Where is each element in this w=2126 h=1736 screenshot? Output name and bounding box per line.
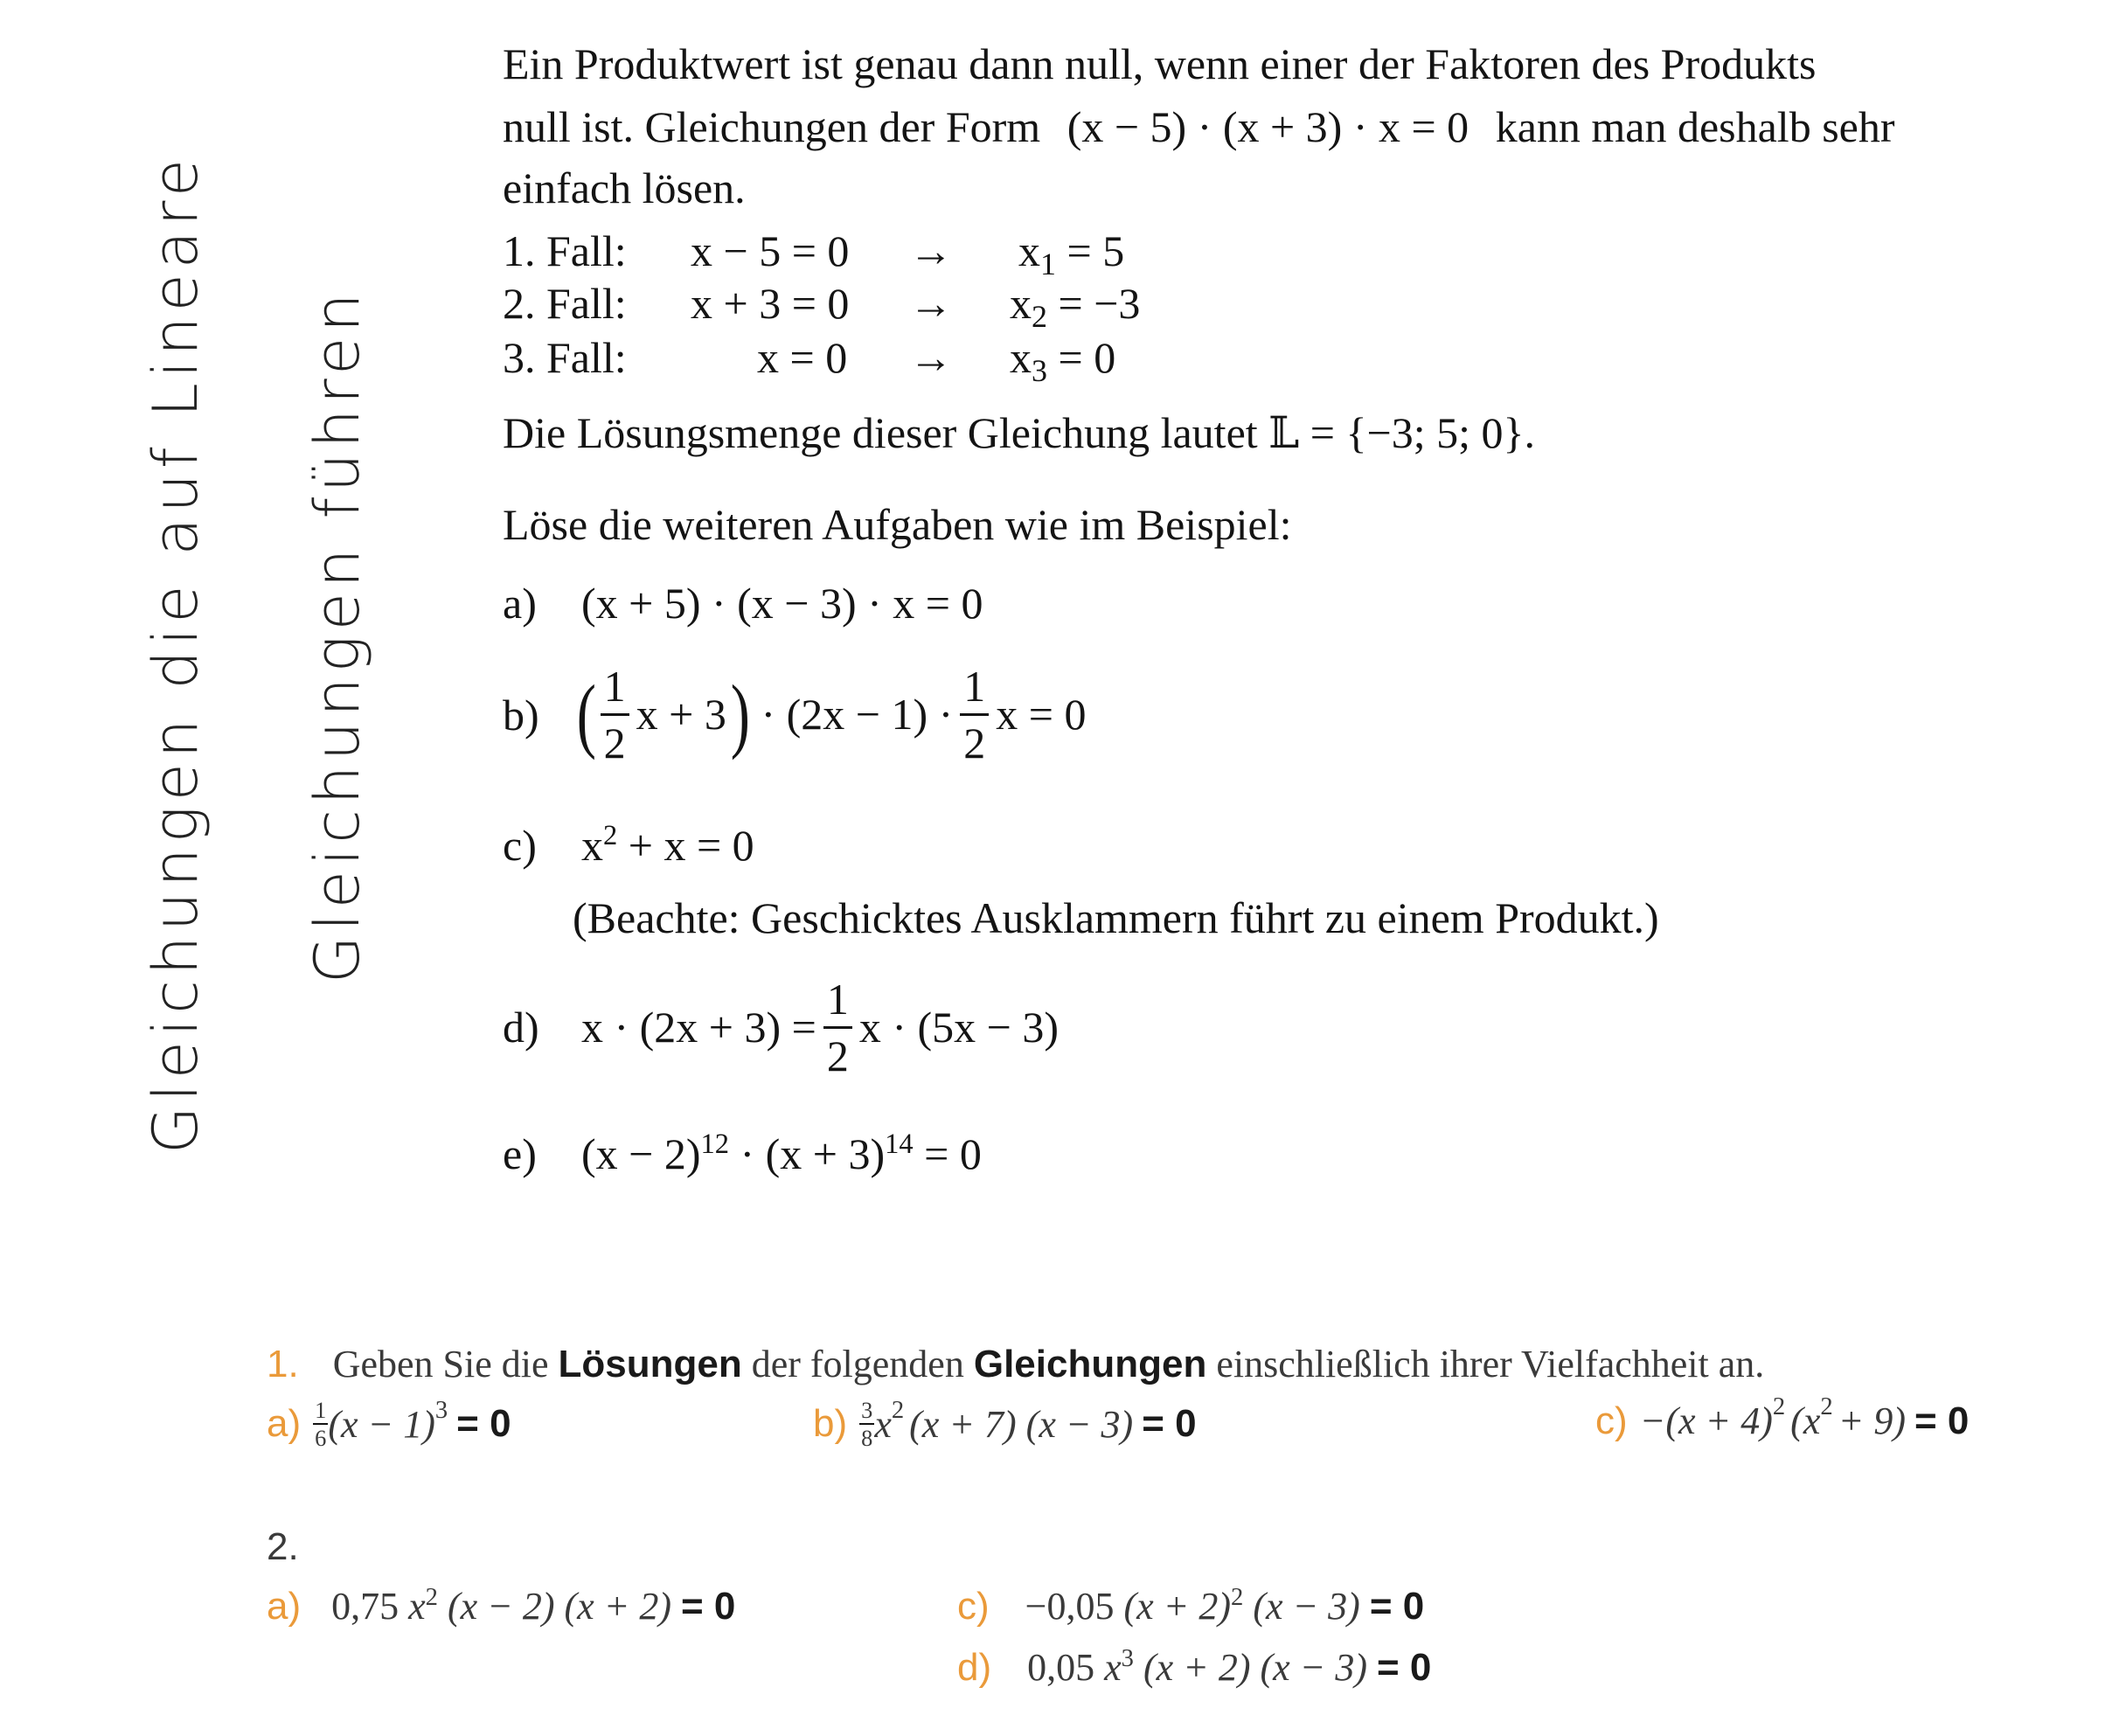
exercise-1c-end: = 0 [1914, 1399, 1970, 1442]
exercise-1b-fraction [859, 1399, 874, 1450]
task-c-exponent: 2 [603, 820, 618, 852]
case-result-sub: 1 [1040, 247, 1056, 282]
exercise-1a-label: a) [267, 1402, 302, 1446]
exercise-1b-body: x [874, 1402, 892, 1446]
exercise-1-text: Geben Sie die [332, 1343, 549, 1385]
exercise-1a-exponent: 3 [434, 1396, 448, 1424]
exercise-1b-rest: (x + 7) (x − 3) [909, 1402, 1134, 1446]
task-d-label: d) [503, 1003, 539, 1052]
exercise-2c-exponent: 2 [1231, 1584, 1244, 1612]
task-c-label: c) [503, 821, 537, 870]
task-b-close-paren: ) [730, 667, 750, 760]
exercise-1b-denominator: 8 [861, 1425, 873, 1452]
solution-set: Die Lösungsmenge dieser Gleichung lautet 𝕃 = {−3; 5; 0}. [503, 408, 1535, 457]
handwritten-note-column-2: Gleichungen führen [302, 288, 373, 983]
exercise-2d-end: = 0 [1377, 1646, 1432, 1689]
exercise-1c-exponent: 2 [1772, 1392, 1786, 1420]
exercise-1c [1595, 1392, 1970, 1443]
exercise-1-number: 1. [267, 1343, 299, 1385]
task-e-factor-2: · (x + 3) [740, 1129, 886, 1178]
task-b-equation [573, 657, 1087, 771]
exercise-2a [267, 1584, 735, 1628]
case-row-3 [503, 332, 627, 383]
task-b-inner: x + 3 [636, 690, 726, 739]
task-e-label: e) [503, 1129, 537, 1178]
case-label: 3. Fall: [503, 333, 627, 382]
case-result [1010, 278, 1141, 335]
exercise-1a-body: (x − 1) [328, 1402, 435, 1446]
intro-line-1: Ein Produktwert ist genau dann null, wenn einer der Faktoren des Produkts [503, 39, 1817, 88]
case-result-var: x [1010, 279, 1032, 328]
case-result [1018, 226, 1125, 282]
exercise-2a-coefficient: 0,75 [331, 1585, 399, 1628]
exercise-2c-body: (x + 2) [1123, 1585, 1232, 1628]
exercise-2c-coefficient: −0,05 [1025, 1585, 1115, 1628]
task-e-exponent-2: 14 [885, 1128, 914, 1161]
case-equation: x = 0 [757, 333, 848, 382]
exercise-2c-rest: (x − 3) [1253, 1585, 1360, 1628]
task-d-denominator: 2 [826, 1031, 849, 1080]
exercise-2a-label: a) [267, 1585, 302, 1628]
task-b-label: b) [503, 691, 539, 740]
task-e-exponent-1: 12 [700, 1128, 729, 1161]
task-b-denominator-2: 2 [963, 718, 986, 767]
task-e-equation [581, 1128, 982, 1178]
task-b-open-paren: ( [576, 667, 596, 760]
task-d-left: x · (2x + 3) = [581, 1003, 816, 1052]
case-equation: x + 3 = 0 [691, 279, 850, 328]
case-result-sub: 3 [1032, 353, 1047, 389]
exercise-2a-body: x [408, 1585, 426, 1628]
exercise-1c-exponent-2: 2 [1820, 1392, 1833, 1420]
task-d-right: x · (5x − 3) [858, 1003, 1060, 1052]
exercise-1-keyword: Lösungen [558, 1343, 742, 1385]
arrow-icon: → [909, 333, 953, 382]
case-row-1 [503, 226, 627, 276]
exercise-1a-end: = 0 [456, 1402, 511, 1446]
case-result-sub: 2 [1032, 299, 1047, 335]
instruction: Löse die weiteren Aufgaben wie im Beispiel: [503, 500, 1292, 549]
exercise-1a-fraction [313, 1399, 328, 1450]
intro-line-3: einfach lösen. [503, 163, 746, 212]
case-result [1010, 332, 1116, 389]
task-c-rest: + x = 0 [628, 821, 754, 870]
intro-line-2-start: null ist. Gleichungen der Form [503, 102, 1041, 151]
exercise-2a-exponent: 2 [425, 1584, 438, 1612]
exercise-1c-mid: (x [1790, 1399, 1821, 1442]
exercise-2d-rest: (x + 2) (x − 3) [1143, 1646, 1368, 1689]
task-b-middle: · (2x − 1) · [761, 690, 954, 739]
case-result-value: = −3 [1058, 279, 1141, 328]
exercise-2c [957, 1584, 1424, 1628]
handwritten-note-column-1: Gleichungen die auf Lineare [140, 154, 212, 1154]
task-c-base: x [581, 821, 603, 870]
exercise-1b-label: b) [813, 1402, 848, 1446]
case-label: 1. Fall: [503, 226, 627, 275]
task-d-fraction [823, 974, 852, 1080]
exercise-2c-end: = 0 [1369, 1585, 1425, 1628]
task-d-numerator: 1 [823, 977, 852, 1029]
intro-example-equation: (x − 5) · (x + 3) · x = 0 [1066, 102, 1469, 151]
case-label: 2. Fall: [503, 279, 627, 328]
case-result-var: x [1018, 226, 1040, 275]
task-a-label: a) [503, 579, 537, 628]
exercise-1c-label: c) [1595, 1399, 1628, 1442]
exercise-2a-end: = 0 [681, 1585, 736, 1628]
exercise-1c-body: −(x + 4) [1639, 1399, 1773, 1442]
exercise-2d-body: x [1104, 1646, 1122, 1689]
task-e-end: = 0 [924, 1129, 982, 1178]
intro-line-2-end: kann man deshalb sehr [1495, 102, 1895, 151]
exercise-2c-label: c) [957, 1585, 990, 1628]
exercise-2a-rest: (x − 2) (x + 2) [447, 1585, 672, 1628]
task-b-numerator-2: 1 [960, 664, 989, 716]
case-result-value: = 0 [1058, 333, 1116, 382]
task-b-denominator: 2 [603, 718, 626, 767]
exercise-1-heading [267, 1342, 1764, 1386]
exercise-1b-numerator: 3 [859, 1399, 874, 1425]
task-d-equation [581, 970, 1059, 1084]
exercise-2d-exponent: 3 [1121, 1645, 1134, 1673]
exercise-1a-denominator: 6 [315, 1425, 327, 1452]
arrow-icon: → [909, 226, 953, 275]
arrow-icon: → [909, 279, 953, 328]
exercise-1b [813, 1396, 1197, 1452]
task-b-fraction-2 [960, 661, 989, 767]
exercise-1-keyword: Gleichungen [973, 1343, 1207, 1385]
exercise-2d-coefficient: 0,05 [1027, 1646, 1095, 1689]
task-b-numerator: 1 [601, 664, 629, 716]
exercise-2d [957, 1645, 1431, 1690]
exercise-1-text: einschließlich ihrer Vielfachheit an. [1216, 1343, 1765, 1385]
task-c-equation [581, 820, 754, 870]
task-a-equation: (x + 5) · (x − 3) · x = 0 [581, 579, 983, 628]
intro-line-2 [503, 102, 1895, 151]
exercise-1a [267, 1396, 511, 1452]
case-result-var: x [1010, 333, 1032, 382]
task-b-fraction [601, 661, 629, 767]
task-e-factor-1: (x − 2) [581, 1129, 701, 1178]
case-row-2 [503, 278, 627, 329]
exercise-1b-end: = 0 [1142, 1402, 1197, 1446]
exercise-1c-rest: + 9) [1838, 1399, 1906, 1442]
exercise-1b-exponent: 2 [891, 1396, 905, 1424]
exercise-2-number: 2. [267, 1525, 299, 1568]
case-result-value: = 5 [1066, 226, 1125, 275]
task-b-end: x = 0 [996, 690, 1087, 739]
case-equation: x − 5 = 0 [691, 226, 850, 275]
exercise-1-text: der folgenden [751, 1343, 964, 1385]
task-c-note: (Beachte: Geschicktes Ausklammern führt zu einem Produkt.) [573, 893, 1659, 942]
exercise-1a-numerator: 1 [313, 1399, 328, 1425]
exercise-2d-label: d) [957, 1646, 992, 1689]
